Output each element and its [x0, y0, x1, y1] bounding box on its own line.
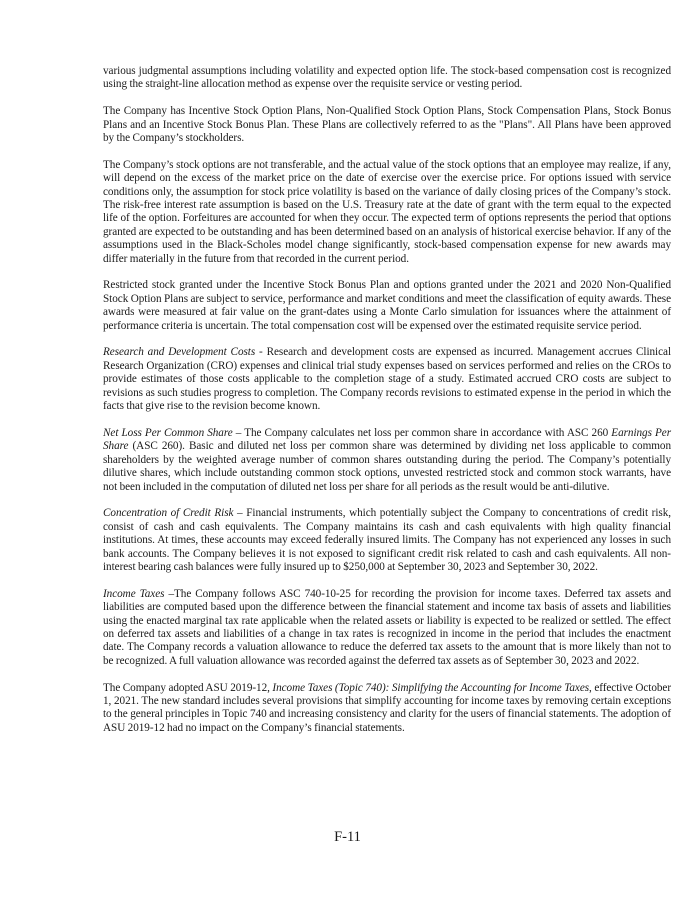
paragraph-text: The Company adopted ASU 2019-12,	[103, 681, 273, 694]
paragraph-text: – The Company calculates net loss per common share in accordance with ASC 260	[232, 426, 612, 439]
paragraph-net-loss-per-share	[103, 427, 671, 494]
italic-heading-text: Research and Development Costs	[103, 346, 256, 359]
paragraph-concentration-credit-risk	[103, 507, 671, 574]
italic-heading-text: Net Loss Per Common Share	[103, 426, 233, 439]
italic-heading-text: Income Taxes (Topic 740): Simplifying the Accounting for Income Taxes	[272, 681, 590, 694]
italic-heading-text: Income Taxes	[103, 587, 165, 600]
paragraph-text: –The Company follows ASC 740-10-25 for recording the provision for income taxes. Deferred tax assets and liabilities are computed based upon the difference between the financial statement and income tax basis of assets and liabilities using the enacted marginal tax rate applicable when the related assets or liability is expected to be realized or settled. The effect on deferred tax assets and liabilities of a change in tax rates is recognized in income in the period that includes the enactment date. The Company records a valuation allowance to reduce the deferred tax assets to the amount that is more likely than not to be recognized. A full valuation allowance was recorded against the deferred tax assets as of September 30, 2023 and 2022.	[103, 587, 671, 667]
document-body	[103, 65, 671, 749]
paragraph-text: various judgmental assumptions including volatility and expected option life. The stock-based compensation cost is recognized using the straight-line allocation method as expense over the requisite service or vesting period.	[103, 65, 671, 91]
paragraph-stock-options	[103, 159, 671, 266]
paragraph-text: , effective October 1, 2021. The new standard includes several provisions that simplify accounting for income taxes by removing certain exceptions to the general principles in Topic 740 and increasing consistency and clarity for the users of financial statements. The adoption of ASU 2019-12 had no impact on the Company’s financial statements.	[103, 681, 672, 734]
paragraph-text: - Research and development costs are expensed as incurred. Management accrues Clinical Research Organization (CRO) expenses and clinical trial study expenses based on services performed and relies on the CROs to provide estimates of those costs applicable to the completion stage of a study. Estimated accrued CRO costs are subject to revisions as such studies progress to completion. The Company records revisions to estimated expense in the period in which the facts that give rise to the revision become known.	[103, 346, 671, 413]
paragraph-income-taxes	[103, 588, 671, 668]
paragraph-research-development-costs	[103, 346, 671, 413]
paragraph-text: The Company has Incentive Stock Option Plans, Non-Qualified Stock Option Plans, Stock Compensation Plans, Stock Bonus Plans and an Incentive Stock Bonus Plan. These Plans are collectively referred to as the "Plans". All Plans have been approved by the Company’s stockholders.	[103, 105, 671, 145]
paragraph-plans	[103, 105, 671, 145]
paragraph-text: – Financial instruments, which potentially subject the Company to concentrations of credit risk, consist of cash and cash equivalents. The Company maintains its cash and cash equivalents with high quality financial institutions. At times, these accounts may exceed federally insured limits. The Company has not experienced any losses in such bank accounts. The Company believes it is not exposed to significant credit risk related to cash and cash equivalents. All non-interest bearing cash balances were fully insured up to $250,000 at September 30, 2023 and September 30, 2022.	[103, 507, 671, 573]
italic-heading-text: Concentration of Credit Risk	[103, 507, 234, 520]
paragraph-restricted-stock	[103, 279, 671, 333]
paragraph-text: (ASC 260). Basic and diluted net loss per common share was determined by dividing net loss applicable to common shareholders by the weighted average number of common shares outstanding during the period. The Company’s potentially dilutive shares, which include outstanding common stock options, unvested restricted stock and common stock warrants, have not been included in the computation of diluted net loss per share for all periods as the result would be anti-dilutive.	[103, 440, 671, 493]
paragraph-asu-2019-12	[103, 682, 671, 736]
page-number: F-11	[334, 829, 361, 845]
paragraph-text: The Company’s stock options are not transferable, and the actual value of the stock options that an employee may realize, if any, will depend on the excess of the market price on the date of exercise over the exercise price. For options issued with service conditions only, the assumption for stock price volatility is based on the variance of daily closing prices of the Company’s stock. The risk-free interest rate assumption is based on the U.S. Treasury rate at the date of grant with the term equal to the expected life of the option. Forfeitures are accounted for when they occur. The expected term of options represents the period that options granted are expected to be outstanding and has been determined based on an analysis of historical exercise behavior. If any of the assumptions used in the Black-Scholes model change significantly, stock-based compensation expense for new awards may differ materially in the future from that recorded in the current period.	[103, 158, 671, 265]
paragraph-stock-compensation-cost	[103, 65, 671, 92]
paragraph-text: Restricted stock granted under the Incentive Stock Bonus Plan and options granted under the 2021 and 2020 Non-Qualified Stock Option Plans are subject to service, performance and market conditions and meet the classification of equity awards. These awards were measured at fair value on the grant-dates using a Monte Carlo simulation for issuances where the attainment of performance criteria is uncertain. The total compensation cost will be expensed over the estimated requisite service period.	[103, 279, 671, 332]
italic-heading-text: Earnings Per Share	[103, 426, 672, 453]
